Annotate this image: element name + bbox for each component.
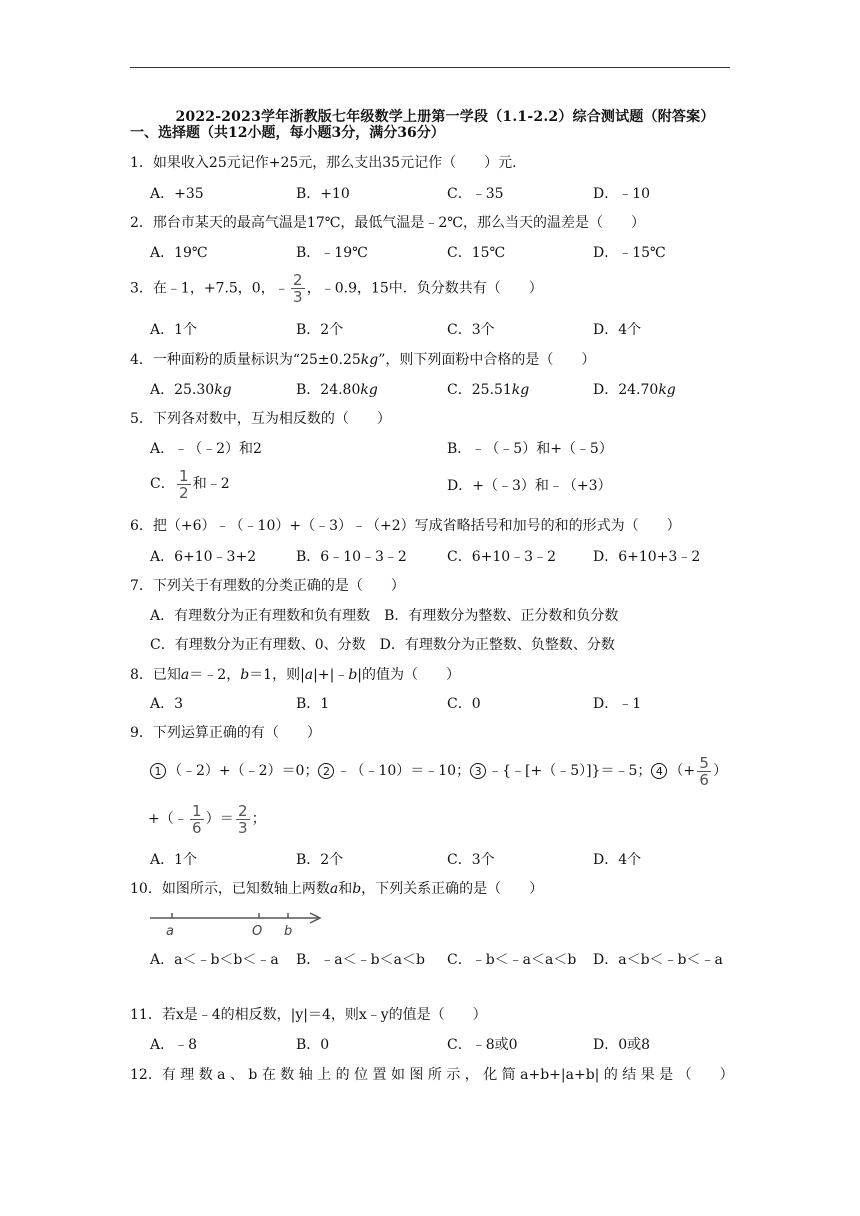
question-6-stem: 6．把（+6）﹣（﹣10）+（﹣3）﹣（+2）写成省略括号和加号的和的形式为（ ） [130,518,681,534]
q10-option-d[interactable]: D．a＜b＜﹣b＜﹣a [593,952,723,968]
fraction-two-thirds: $\frac{2}{3}$ [291,272,305,305]
q6-option-d[interactable]: D．6+10+3﹣2 [593,549,701,565]
q10-option-a[interactable]: A．a＜﹣b＜b＜﹣a [150,952,279,968]
q3-option-c[interactable]: C．3个 [447,322,495,338]
q6-option-b[interactable]: B．6﹣10﹣3﹣2 [296,549,407,565]
q8-option-b[interactable]: B．1 [296,696,330,712]
q10-option-b[interactable]: B．﹣a＜﹣b＜a＜b [296,952,425,968]
question-3-stem [130,272,543,305]
q3-option-b[interactable]: B．2个 [296,322,344,338]
section-heading: 一、选择题（共12小题，每小题3分，满分36分） [130,125,445,141]
q6-option-a[interactable]: A．6+10﹣3+2 [150,549,257,565]
question-7-stem: 7．下列关于有理数的分类正确的是（ ） [130,578,405,594]
q10-option-c[interactable]: C．﹣b＜﹣a＜a＜b [447,952,577,968]
q4-option-c[interactable]: C．25.51kg [447,382,530,398]
q2-option-b[interactable]: B．﹣19℃ [296,245,368,261]
fraction-two-thirds-result: $\frac{2}{3}$ [236,803,250,836]
q1-option-a[interactable]: A．+35 [150,186,204,202]
q9-option-c[interactable]: C．3个 [447,852,495,868]
q8-option-a[interactable]: A．3 [150,696,184,712]
q4-option-d[interactable]: D．24.70kg [593,382,676,398]
q3-stem-part2: ，﹣0.9，15中．负分数共有（ ） [306,280,543,297]
label-b: b [284,924,293,938]
q8-option-c[interactable]: C．0 [447,696,481,712]
q9-statements-line2: +（﹣ $\frac{1}{6}$ ）＝ $\frac{2}{3}$ ； [148,801,266,837]
question-10-stem: 10．如图所示，已知数轴上两数a和b，下列关系正确的是（ ） [130,881,544,897]
q9-option-d[interactable]: D．4个 [593,852,642,868]
q4-option-a[interactable]: A．25.30kg [150,382,232,398]
question-12-stem: 12．有 理 数 a 、 b 在 数 轴 上 的 位 置 如 图 所 示 ， 化 简 a+b+|a+b| 的 结 果 是 （ ） [130,1067,734,1083]
circled-number-2: 2 [318,763,334,779]
question-8-stem: 8．已知a＝﹣2，b＝1，则|a|+|﹣b|的值为（ ） [130,667,461,683]
question-1-stem: 1．如果收入25元记作+25元，那么支出35元记作（ ）元． [130,155,527,171]
q5-option-c[interactable]: C． $\frac{1}{2}$ 和﹣2 [150,466,230,502]
circled-number-3: 3 [470,763,486,779]
label-origin: O [252,924,263,938]
circled-number-1: 1 [150,763,166,779]
header-rule [130,67,730,68]
q5-option-a[interactable]: A．﹣（﹣2）和2 [150,441,262,457]
q1-option-b[interactable]: B．+10 [296,186,350,202]
question-2-stem: 2．邢台市某天的最高气温是17℃，最低气温是﹣2℃，那么当天的温差是（ ） [130,215,645,231]
question-9-stem: 9．下列运算正确的有（ ） [130,725,321,741]
q11-option-a[interactable]: A．﹣8 [150,1037,198,1053]
q1-option-d[interactable]: D．﹣10 [593,186,651,202]
q7-options-row1[interactable]: A．有理数分为正有理数和负有理数 B．有理数分为整数、正分数和负分数 [150,608,619,624]
q2-option-c[interactable]: C．15℃ [447,245,506,261]
q3-option-a[interactable]: A．1个 [150,322,198,338]
q7-options-row2[interactable]: C．有理数分为正有理数、0、分数 D．有理数分为正整数、负整数、分数 [150,637,615,653]
fraction-five-sixths: $\frac{5}{6}$ [697,755,711,788]
q5-option-b[interactable]: B．﹣（﹣5）和+（﹣5） [447,441,613,457]
circled-number-4: 4 [651,763,667,779]
q11-option-b[interactable]: B．0 [296,1037,330,1053]
q11-option-c[interactable]: C．﹣8或0 [447,1037,518,1053]
question-11-stem: 11．若x是﹣4的相反数，|y|＝4，则x﹣y的值是（ ） [130,1007,487,1023]
q9-option-b[interactable]: B．2个 [296,852,344,868]
q3-option-d[interactable]: D．4个 [593,322,642,338]
q5-option-d[interactable]: D．+（﹣3）和﹣（+3） [447,478,612,494]
q2-option-a[interactable]: A．19℃ [150,245,208,261]
label-a: a [166,924,174,938]
fraction-one-half: $\frac{1}{2}$ [177,468,191,501]
q2-option-d[interactable]: D．﹣15℃ [593,245,666,261]
q9-option-a[interactable]: A．1个 [150,852,198,868]
q9-statements-line1: 1 （﹣2）+（﹣2）＝0； 2 ﹣（﹣10）＝﹣10； 3 ﹣{﹣[+（﹣5）]}＝﹣5； 4 （+ $\frac{5}{6}$ ） [150,752,727,790]
q4-option-b[interactable]: B．24.80kg [296,382,378,398]
q8-option-d[interactable]: D．﹣1 [593,696,642,712]
number-line-diagram [148,908,328,938]
q6-option-c[interactable]: C．6+10﹣3﹣2 [447,549,556,565]
question-4-stem: 4．一种面粉的质量标识为“25±0.25kg”，则下列面粉中合格的是（ ） [130,352,596,368]
question-5-stem: 5．下列各对数中，互为相反数的（ ） [130,411,391,427]
page-title: 2022-2023学年浙教版七年级数学上册第一学段（1.1-2.2）综合测试题（附答案） [175,109,715,125]
q3-stem-part1: 3．在﹣1，+7.5，0，﹣ [130,280,289,297]
q1-option-c[interactable]: C．﹣35 [447,186,504,202]
fraction-one-sixth: $\frac{1}{6}$ [190,803,204,836]
q11-option-d[interactable]: D．0或8 [593,1037,651,1053]
